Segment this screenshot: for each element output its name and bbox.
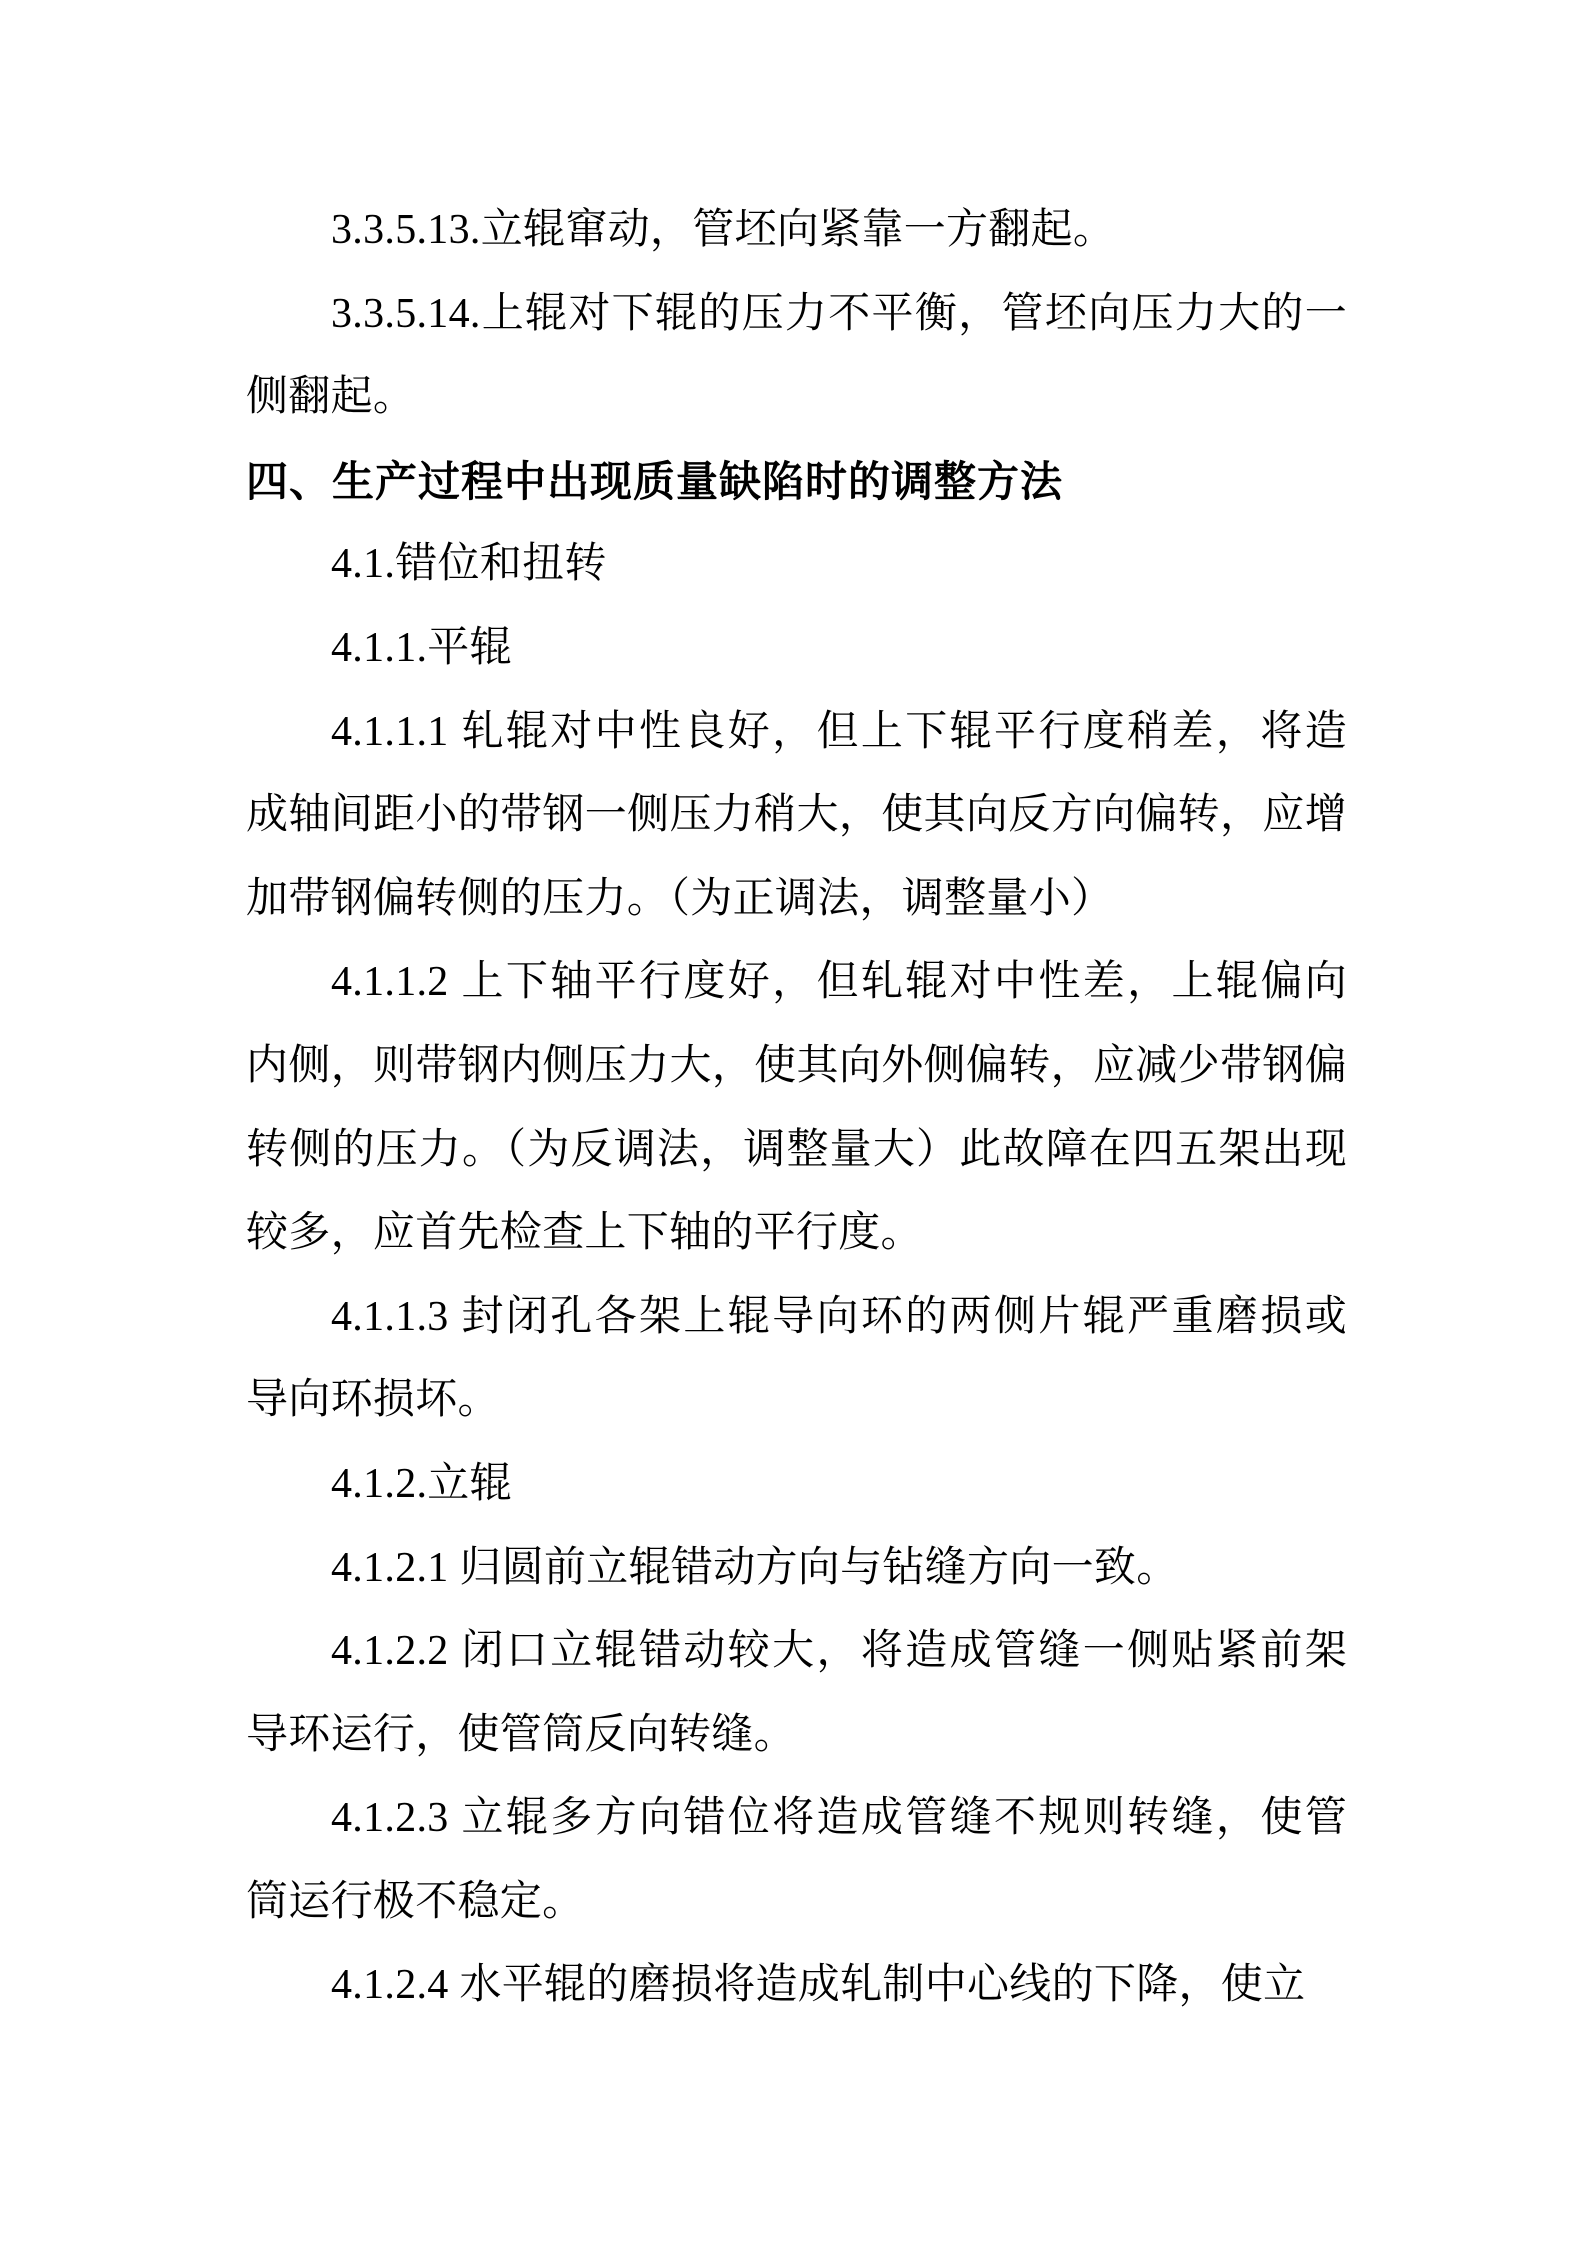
paragraph-4-1-2-3: 4.1.2.3 立辊多方向错位将造成管缝不规则转缝，使管筒运行极不稳定。 [246, 1795, 1347, 1925]
paragraph-4-1-2-1: 4.1.2.1 归圆前立辊错动方向与钻缝方向一致。 [331, 1544, 1179, 1591]
section-heading-4: 四、生产过程中出现质量缺陷时的调整方法 [246, 457, 1064, 505]
paragraph-3-3-5-14: 3.3.5.14.上辊对下辊的压力不平衡，管坯向压力大的一侧翻起。 [246, 290, 1347, 421]
paragraph-4-1-1-2: 4.1.1.2 上下轴平行度好，但轧辊对中性差，上辊偏向内侧，则带钢内侧压力大，使其向外侧偏转，应减少带钢偏转侧的压力。（为反调法，调整量大）此故障在四五架出现较多，应首先检查上下轴的平行度。 [246, 959, 1347, 1257]
paragraph-3-3-5-13: 3.3.5.13.立辊窜动，管坯向紧靠一方翻起。 [331, 207, 1116, 253]
paragraph-4-1-2: 4.1.2.立辊 [331, 1460, 512, 1507]
paragraph-4-1-2-2: 4.1.2.2 闭口立辊错动较大，将造成管缝一侧贴紧前架导环运行，使管筒反向转缝。 [246, 1628, 1347, 1758]
paragraph-4-1-1-3: 4.1.1.3 封闭孔各架上辊导向环的两侧片辊严重磨损或导向环损坏。 [246, 1293, 1347, 1424]
paragraph-4-1-2-4: 4.1.2.4 水平辊的磨损将造成轧制中心线的下降，使立 [331, 1962, 1306, 2009]
paragraph-4-1-1-1: 4.1.1.1 轧辊对中性良好，但上下辊平行度稍差，将造成轴间距小的带钢一侧压力稍大，使其向反方向偏转，应增加带钢偏转侧的压力。（为正调法，调整量小） [246, 708, 1347, 922]
paragraph-4-1-1: 4.1.1.平辊 [331, 624, 512, 671]
paragraph-4-1: 4.1.错位和扭转 [331, 541, 607, 588]
